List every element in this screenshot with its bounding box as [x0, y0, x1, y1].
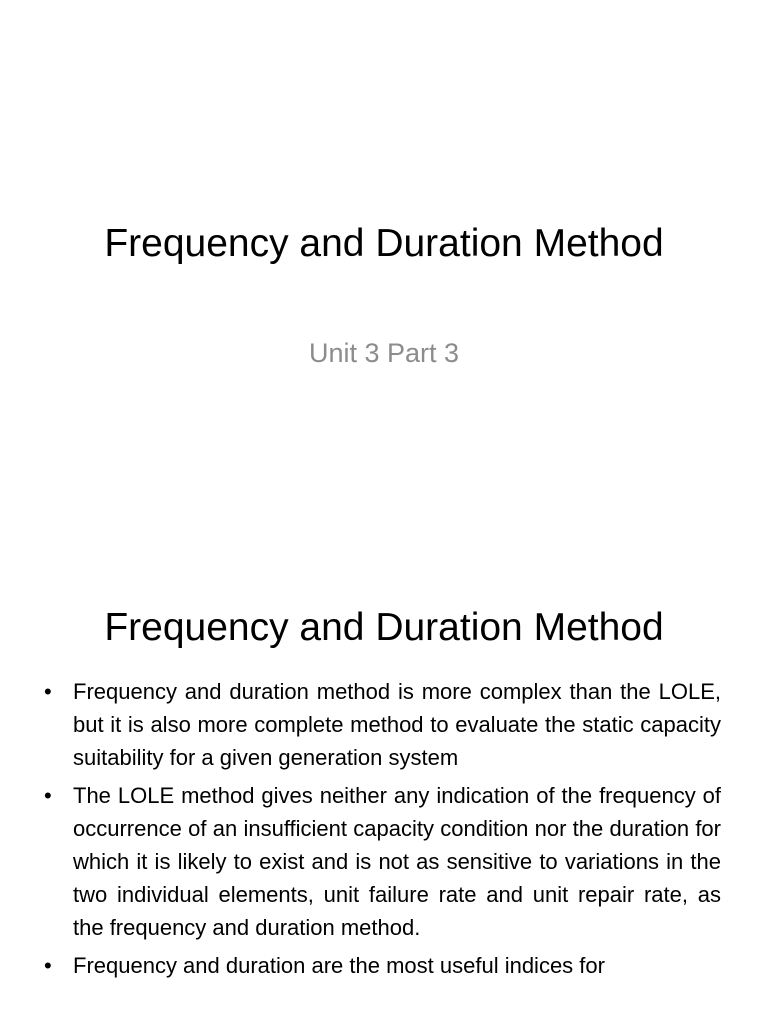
bullet-item — [44, 780, 721, 944]
bullet-icon: • — [44, 679, 52, 704]
bullet-item — [44, 950, 721, 983]
slide-title: Frequency and Duration Method — [104, 222, 664, 265]
bullet-text: Frequency and duration method is more complex than the LOLE, but it is also more complete method to evaluate the static capacity suitability for a given generation system — [73, 679, 721, 770]
bullet-text: The LOLE method gives neither any indication of the frequency of occurrence of an insufficient capacity condition nor the duration for which it is likely to exist and is not as sensitive to variations in the two individual elements, unit failure rate and unit repair rate, as the frequency and duration method. — [73, 783, 721, 940]
bullet-item — [44, 676, 721, 774]
slide-subtitle: Unit 3 Part 3 — [308, 338, 460, 368]
section-title: Frequency and Duration Method — [104, 606, 664, 649]
bullet-icon: • — [44, 953, 52, 979]
bullet-list — [0, 676, 768, 989]
bullet-icon: • — [44, 783, 52, 809]
bullet-text: Frequency and duration are the most useful indices for — [73, 953, 605, 979]
